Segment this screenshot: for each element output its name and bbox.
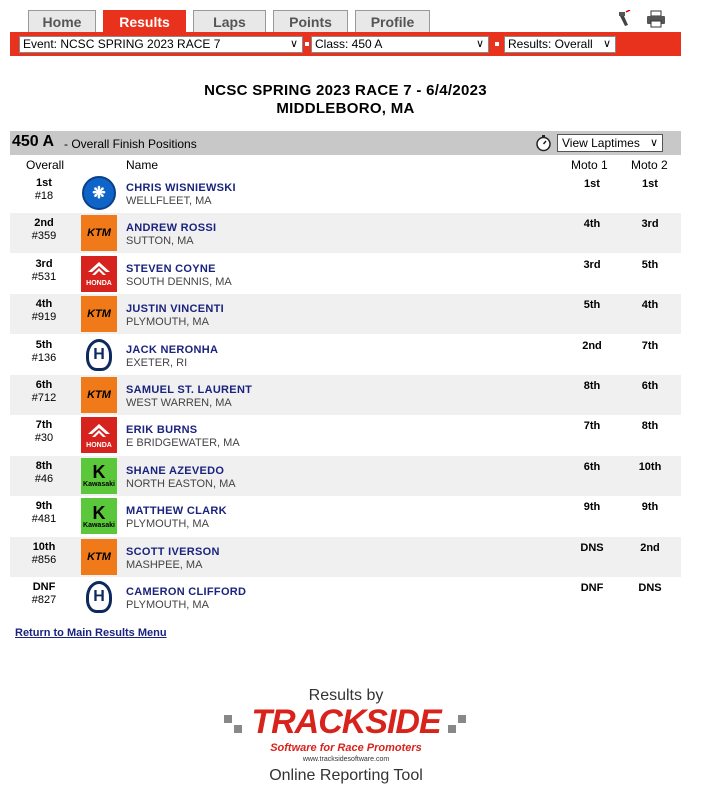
rider-name-link[interactable]: ERIK BURNS — [126, 424, 198, 437]
ktm-logo-icon: KTM — [81, 296, 117, 332]
printer-icon[interactable] — [646, 10, 666, 33]
rider-name-link[interactable]: STEVEN COYNE — [126, 262, 216, 275]
rider-hometown: SUTTON, MA — [126, 235, 194, 248]
overall-position: 9th — [35, 500, 53, 513]
moto1-result: 8th — [583, 380, 601, 392]
rider-name-link[interactable]: CHRIS WISNIEWSKI — [126, 182, 236, 194]
stopwatch-icon — [535, 134, 552, 156]
rider-number: #136 — [31, 351, 57, 364]
rider-hometown: EXETER, RI — [126, 356, 188, 369]
moto2-result: 9th — [641, 501, 659, 514]
rider-hometown: WELLFLEET, MA — [126, 195, 212, 207]
banner-tagline: Software for Race Promoters — [270, 742, 422, 754]
banner-top-text: Results by — [308, 687, 384, 704]
banner-url: www.tracksidesoftware.com — [302, 756, 390, 763]
class-select[interactable]: Class: 450 A ∨ — [311, 36, 489, 53]
table-row — [10, 456, 681, 496]
table-row — [10, 294, 681, 334]
col-name: Name — [126, 158, 159, 172]
rider-number: #856 — [31, 553, 57, 566]
moto2-result: 8th — [641, 420, 659, 433]
page-location: MIDDLEBORO, MA — [276, 100, 415, 117]
moto1-result: 4th — [583, 218, 601, 231]
moto1-result: 3rd — [583, 258, 601, 271]
overall-position: 6th — [35, 379, 53, 391]
rider-hometown: WEST WARREN, MA — [126, 397, 232, 409]
rider-number: #531 — [31, 270, 57, 283]
table-row — [10, 537, 681, 577]
rider-hometown: PLYMOUTH, MA — [126, 518, 209, 531]
table-row — [10, 415, 681, 455]
rider-hometown: PLYMOUTH, MA — [126, 316, 209, 329]
table-row — [10, 254, 681, 294]
rider-name-link[interactable]: SAMUEL ST. LAURENT — [126, 384, 253, 396]
moto1-result: DNS — [580, 541, 604, 554]
filter-bar — [10, 32, 681, 56]
tab-profile[interactable]: Profile — [355, 10, 430, 32]
moto1-result: 2nd — [582, 339, 602, 352]
rider-name-link[interactable]: MATTHEW CLARK — [126, 505, 227, 518]
rider-hometown: E BRIDGEWATER, MA — [126, 437, 240, 450]
rider-number: #359 — [31, 230, 57, 243]
table-row — [10, 335, 681, 375]
chevron-down-icon: ∨ — [602, 38, 611, 50]
moto1-result: 6th — [583, 460, 601, 473]
overall-position: DNF — [32, 581, 56, 593]
rider-hometown: MASHPEE, MA — [126, 558, 203, 571]
overall-position: 10th — [32, 540, 56, 553]
rider-name-link[interactable]: CAMERON CLIFFORD — [126, 586, 247, 598]
page-title: NCSC SPRING 2023 RACE 7 - 6/4/2023 — [204, 82, 487, 99]
husqvarna-logo-icon: H — [81, 579, 117, 615]
overall-position: 8th — [35, 459, 53, 472]
top-icons — [616, 10, 666, 33]
chevron-down-icon: ∨ — [475, 38, 484, 50]
table-row — [10, 496, 681, 536]
rider-number: #712 — [31, 392, 57, 404]
overall-position: 2nd — [34, 217, 54, 230]
rider-name-link[interactable]: JACK NERONHA — [126, 343, 219, 356]
kawasaki-logo-icon: K Kawasaki — [81, 498, 117, 534]
moto1-result: 7th — [583, 420, 601, 433]
tab-results[interactable]: Results — [103, 10, 186, 32]
col-moto2: Moto 2 — [631, 158, 668, 172]
class-header — [10, 131, 681, 155]
table-row — [10, 577, 681, 617]
rider-number: #30 — [34, 432, 54, 445]
table-row — [10, 375, 681, 415]
overall-position: 4th — [35, 298, 53, 311]
ktm-logo-icon: KTM — [81, 215, 117, 251]
rider-name-link[interactable]: ANDREW ROSSI — [126, 222, 217, 235]
moto2-result: 6th — [641, 380, 659, 392]
rider-hometown: NORTH EASTON, MA — [126, 477, 236, 490]
rider-number: #827 — [31, 594, 57, 606]
separator-dot — [495, 42, 499, 46]
moto2-result: 4th — [641, 299, 659, 312]
moto2-result: 2nd — [640, 541, 660, 554]
table-row — [10, 173, 681, 213]
rider-name-link[interactable]: JUSTIN VINCENTI — [126, 303, 225, 316]
trackside-banner[interactable] — [222, 687, 470, 787]
class-subtitle: - Overall Finish Positions — [64, 137, 197, 151]
husqvarna-logo-icon: H — [81, 337, 117, 373]
separator-dot — [305, 42, 309, 46]
overall-position: 1st — [36, 177, 52, 189]
tab-laps[interactable]: Laps — [193, 10, 266, 32]
moto2-result: DNS — [638, 582, 662, 594]
moto1-result: 5th — [583, 299, 601, 312]
rider-name-link[interactable]: SHANE AZEVEDO — [126, 464, 225, 477]
rider-number: #481 — [31, 513, 57, 526]
nav-tabs — [28, 10, 437, 32]
moto1-result: DNF — [580, 582, 604, 594]
banner-bottom-text: Online Reporting Tool — [269, 767, 423, 784]
honda-logo-icon: HONDA — [81, 256, 117, 292]
honda-logo-icon: HONDA — [81, 417, 117, 453]
moto2-result: 1st — [642, 178, 658, 190]
table-row — [10, 213, 681, 253]
rider-number: #18 — [34, 190, 54, 202]
view-laptimes-select[interactable]: View Laptimes ∨ — [557, 134, 663, 152]
moto2-result: 3rd — [641, 218, 659, 231]
event-select[interactable]: Event: NCSC SPRING 2023 RACE 7 ∨ — [19, 36, 303, 53]
chevron-down-icon: ∨ — [289, 38, 298, 50]
results-select[interactable]: Results: Overall ∨ — [504, 36, 616, 53]
overall-position: 3rd — [35, 257, 53, 270]
tab-points[interactable]: Points — [273, 10, 348, 32]
rider-number: #46 — [34, 472, 54, 485]
ktm-logo-icon: KTM — [81, 377, 117, 413]
moto1-result: 9th — [583, 501, 601, 514]
moto2-result: 5th — [641, 258, 659, 271]
tab-home[interactable]: Home — [28, 10, 96, 32]
col-moto1: Moto 1 — [571, 158, 608, 172]
overall-position: 5th — [35, 338, 53, 351]
class-name: 450 A — [12, 133, 55, 150]
rider-number: #919 — [31, 311, 57, 324]
kawasaki-logo-icon: K Kawasaki — [81, 458, 117, 494]
yamaha-logo-icon: ❋ — [81, 175, 117, 211]
rider-hometown: PLYMOUTH, MA — [126, 599, 209, 611]
moto2-result: 7th — [641, 339, 659, 352]
chevron-down-icon: ∨ — [649, 137, 658, 149]
flashlight-icon[interactable] — [616, 10, 634, 33]
return-link[interactable]: Return to Main Results Menu — [15, 627, 167, 639]
ktm-logo-icon: KTM — [81, 539, 117, 575]
col-overall: Overall — [26, 158, 65, 172]
rider-name-link[interactable]: SCOTT IVERSON — [126, 545, 220, 558]
banner-brand: TRACKSIDE — [251, 703, 441, 741]
moto2-result: 10th — [638, 460, 662, 473]
overall-position: 7th — [35, 419, 53, 432]
rider-hometown: SOUTH DENNIS, MA — [126, 275, 232, 288]
moto1-result: 1st — [584, 178, 600, 190]
